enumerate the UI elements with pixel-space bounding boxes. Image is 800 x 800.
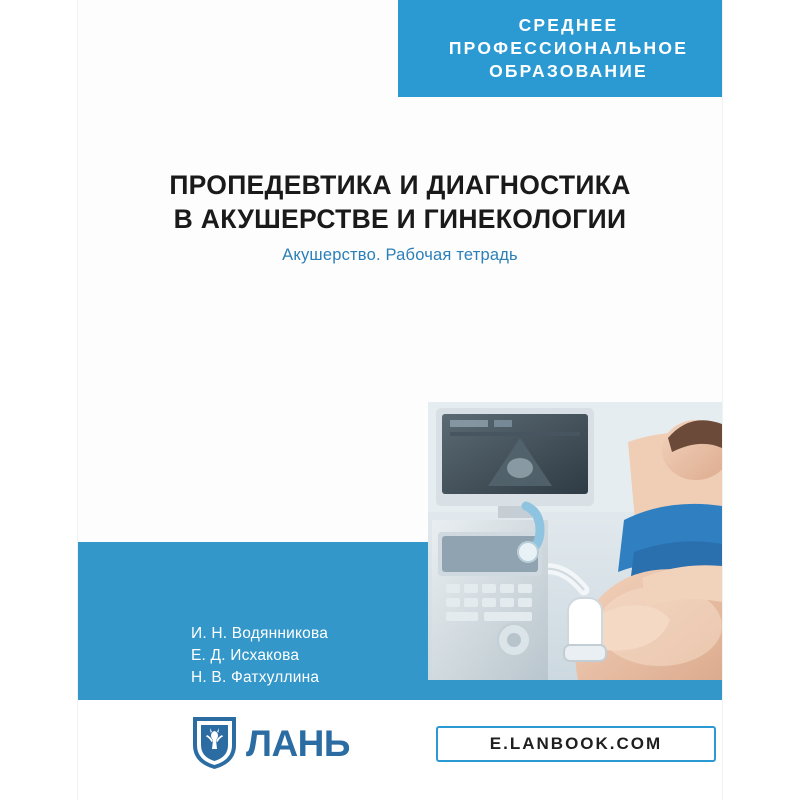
book-title-line-2: В АКУШЕРСТВЕ И ГИНЕКОЛОГИИ xyxy=(173,204,627,234)
shield-deer-icon xyxy=(191,715,238,771)
series-banner xyxy=(398,0,722,97)
author-3: Н. В. Фатхуллина xyxy=(191,669,320,686)
series-line-2: ПРОФЕССИОНАЛЬНОЕ xyxy=(448,38,689,58)
website-url: E.LANBOOK.COM xyxy=(436,726,716,762)
series-line-3: ОБРАЗОВАНИЕ xyxy=(489,61,648,81)
series-line-1: СРЕДНЕЕ xyxy=(518,15,619,35)
title-block xyxy=(110,168,690,265)
book-title-line-1: ПРОПЕДЕВТИКА И ДИАГНОСТИКА xyxy=(169,170,631,200)
author-2: Е. Д. Исхакова xyxy=(191,647,300,664)
ultrasound-examination-photo xyxy=(428,402,722,680)
authors-list xyxy=(191,623,328,689)
publisher-logo xyxy=(191,715,350,771)
author-1: И. Н. Водянникова xyxy=(191,625,329,642)
publisher-name: ЛАНЬ xyxy=(246,722,350,764)
cover-page xyxy=(78,0,722,800)
book-subtitle: Акушерство. Рабочая тетрадь xyxy=(282,246,518,264)
